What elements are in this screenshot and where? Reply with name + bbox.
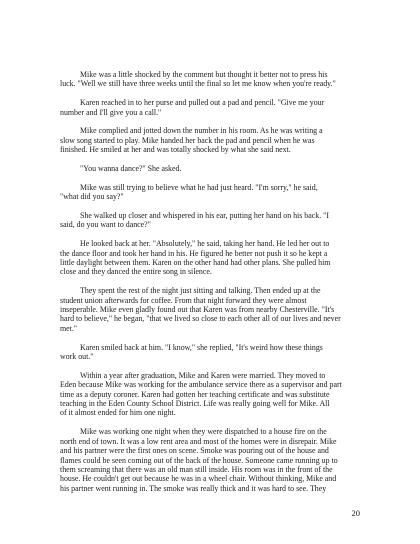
page-number: 20 [351, 508, 360, 518]
paragraph: They spent the rest of the night just sitting and talking. Then ended up at the student union afterwards for coffee. From that night forward they were almost inseperable. Mike even gladly found out that Karen was from nearby Chesterville. "It's hard to believe," he began, "that we lived so close to each other all of our lives and never met." [60, 286, 341, 333]
paragraph: Mike complied and jotted down the number in his room. As he was writing a slow song started to play. Mike handed her back the pad and pencil when he was finished. He smiled at her and was totally shocked by what she said next. [60, 126, 323, 155]
paragraph: Mike was working one night when they were dispatched to a house fire on the north end of town. It was a low rent area and most of the homes were in disrepair. Mike and his partner were the first ones on scene. Smoke was pouring out of the house and flames could be seen coming out of the back of the house. Someone came running up to them screaming that there was an old man still inside. His room was in the front of the house. He couldn't get out because he was in a wheel chair. Without thinking, Mike and his partner went running in. The smoke was really thick and it was hard to see. They [60, 427, 338, 493]
paragraph: "You wanna dance?" She asked. [80, 164, 182, 174]
paragraph: She walked up closer and whispered in his ear, putting her hand on his back. "I said, do you want to dance?" [60, 211, 329, 230]
body-text [60, 70, 380, 503]
paragraph: He looked back at her. "Absolutely," he said, taking her hand. He led her out to the dance floor and took her hand in his. He figured he better not push it so he kept a little daylight between them. Karen on the other hand had other plans. She pulled him close and they danced the entire song in silence. [60, 239, 331, 277]
paragraph: Mike was still trying to believe what he had just heard. "I'm sorry," he said, "what did you say?" [60, 182, 318, 202]
paragraph: Karen reached in to her purse and pulled out a pad and pencil. "Give me your number and I'll give you a call." [60, 98, 325, 117]
paragraph: Karen smiled back at him. "I know," she replied, "It's weird how these things work out." [60, 342, 323, 362]
paragraph: Within a year after graduation, Mike and Karen were married. They moved to Eden because Mike was working for the ambulance service there as a supervisor and part time as a deputy coroner. Karen had gotten her teaching certificate and was substitute teaching in the Eden County School District. Life was really going well for Mike. All of it almost ended for him one night. [60, 370, 342, 418]
paragraph: Mike was a little shocked by the comment but thought it better not to press his luck. "Well we still have three weeks until the final so let me know when you're ready." [60, 70, 336, 89]
